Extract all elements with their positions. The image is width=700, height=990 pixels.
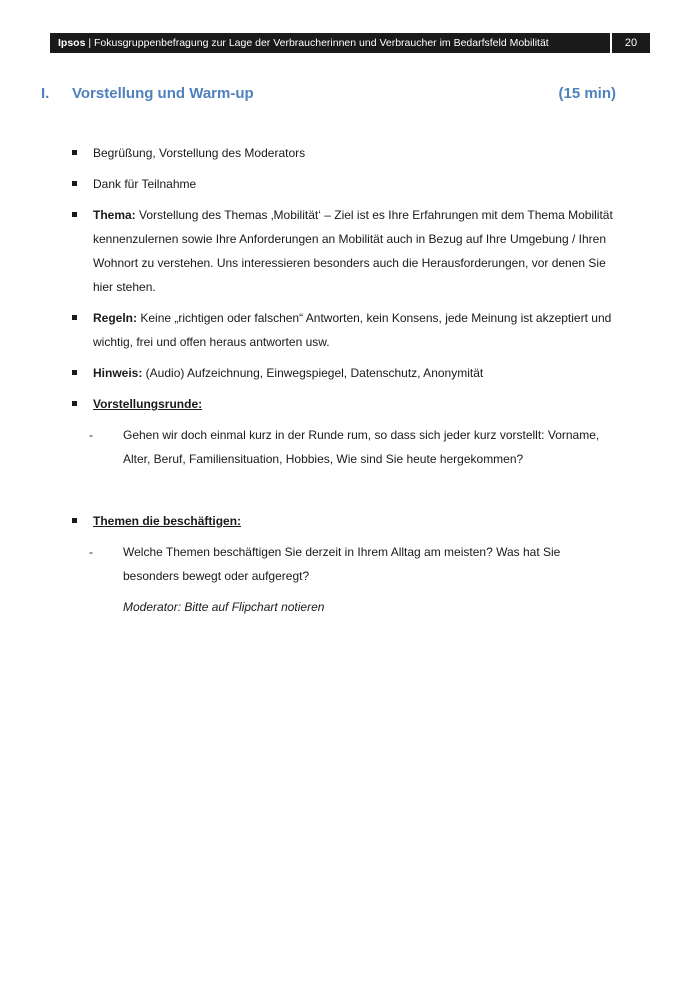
bullet-square-icon: [72, 370, 77, 375]
bullet-square-icon: [72, 150, 77, 155]
list-item-text: Keine „richtigen oder falschen“ Antworten, kein Konsens, jede Meinung ist akzeptiert und wichtig, frei und offen heraus antworten usw.: [93, 311, 612, 349]
header-brand: Ipsos: [58, 37, 86, 49]
header-title-bar: [50, 33, 610, 53]
list-item-greeting: [71, 141, 616, 165]
bullet-square-icon: [72, 401, 77, 406]
bullet-square-icon: [72, 212, 77, 217]
list-item-label: Regeln:: [93, 311, 138, 325]
list-item-text: Dank für Teilnahme: [93, 177, 197, 191]
list-item-topic: [71, 203, 616, 299]
page-number: 20: [612, 33, 650, 53]
list-item-text: Vorstellung des Themas ‚Mobilität‘ – Ziel ist es Ihre Erfahrungen mit dem Thema Mobilität kennenzulernen sowie Ihre Anforderungen an Mobilität auch in Bezug auf Ihre Umgebung / Ihren Wohnort zu verstehen. Uns interessieren besonders auch die Herausforderungen, vor denen Sie hier stehen.: [93, 208, 613, 294]
document-body: [71, 141, 616, 626]
page-header: [50, 33, 650, 53]
bullet-square-icon: [72, 315, 77, 320]
list-item-label: Themen die beschäftigen:: [93, 514, 242, 528]
spacer: [71, 478, 616, 509]
list-item-label: Vorstellungsrunde:: [93, 397, 203, 411]
section-number: I.: [41, 85, 50, 102]
list-item-concerns: [71, 509, 616, 533]
bullet-square-icon: [72, 518, 77, 523]
dash-marker: -: [89, 428, 93, 442]
dash-marker: -: [89, 545, 93, 559]
list-item-text: Begrüßung, Vorstellung des Moderators: [93, 146, 306, 160]
list-item-label: Thema:: [93, 208, 136, 222]
sub-item-concerns: [71, 540, 616, 588]
section-duration: (15 min): [558, 85, 616, 102]
moderator-note: Moderator: Bitte auf Flipchart notieren: [123, 600, 325, 614]
list-item-text: (Audio) Aufzeichnung, Einwegspiegel, Datenschutz, Anonymität: [142, 366, 484, 380]
list-item-notice: [71, 361, 616, 385]
header-separator: |: [85, 37, 94, 49]
sub-item-text: Gehen wir doch einmal kurz in der Runde rum, so dass sich jeder kurz vorstellt: Vorname, Alter, Beruf, Familiensituation, Hobbies, Wie sind Sie heute hergekommen?: [123, 428, 600, 466]
sub-item-text: Welche Themen beschäftigen Sie derzeit in Ihrem Alltag am meisten? Was hat Sie besonders bewegt oder aufgeregt?: [123, 545, 561, 583]
header-title: Fokusgruppenbefragung zur Lage der Verbraucherinnen und Verbraucher im Bedarfsfeld Mobilität: [94, 37, 549, 49]
list-item-thanks: [71, 172, 616, 196]
section-title: Vorstellung und Warm-up: [72, 85, 254, 102]
list-item-introductions: [71, 392, 616, 416]
sub-item-introductions: [71, 423, 616, 471]
list-item-label: Hinweis:: [93, 366, 143, 380]
list-item-rules: [71, 306, 616, 354]
bullet-square-icon: [72, 181, 77, 186]
